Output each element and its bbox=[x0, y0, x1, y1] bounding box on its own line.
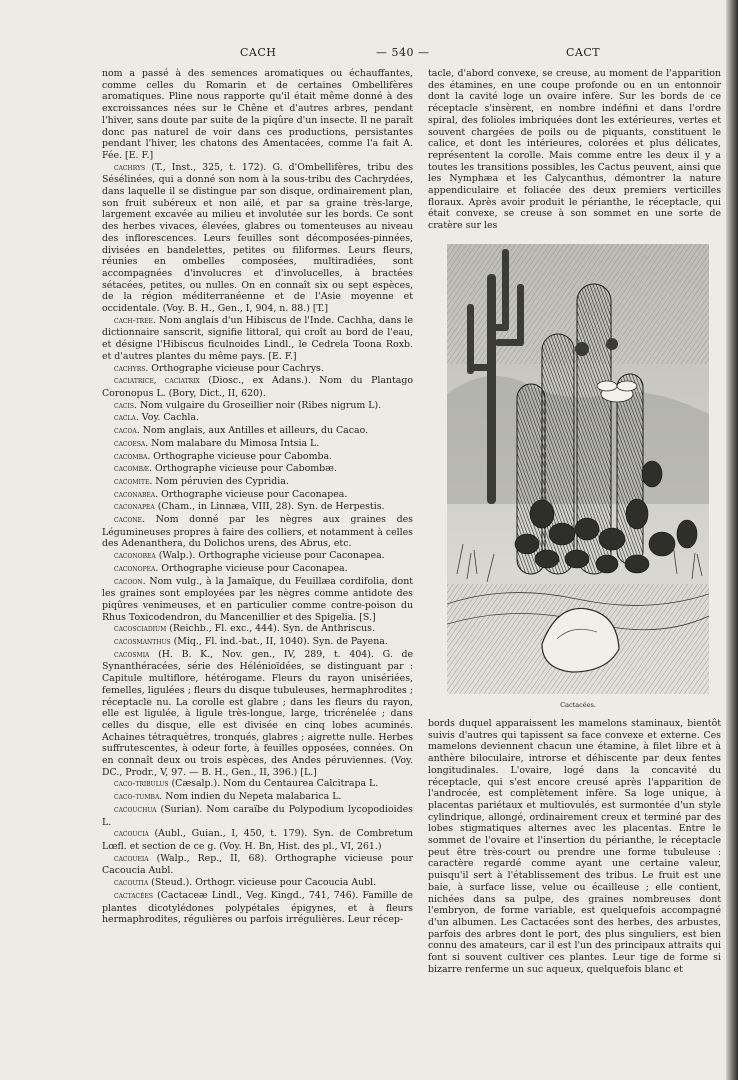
entry-headword: cacosmia bbox=[114, 649, 150, 660]
entry-text: (Walp., Rep., II, 68). Orthographe vicieuse pour Cacoucia Aubl. bbox=[102, 852, 413, 877]
entry-text: . Nom anglais d'un Hibiscus de l'Inde. Cachha, dans le dictionnaire sanscrit, signifie littoral, qui croît au bord de l'eau, et désigne l'Hibiscus ficulnoides Lindl., le Cedrela Toona Roxb. et d'autres plantes du même pays. [E. F.] bbox=[102, 314, 413, 362]
entry-headword: caconobea bbox=[114, 551, 156, 562]
dictionary-entry bbox=[102, 68, 413, 162]
entry-text: (H. B. K., Nov. gen., IV, 289, t. 404). G. de Synanthéracées, série des Hélénioïdées, se distinguant par : Capitule multiflore, hétérogame. Fleurs du rayon unisériées, femelles, ligulées ; fleurs du disque tubuleuses, hermaphrodites ; réceptacle nu. La corolle est glabre ; dans les fleurs du rayon, elle est ligulée, à ligule très-longue, large, tricrénelée ; dans celles du disque, elle est divisée en cinq lobes acuminés. Achaines tétraquètres, tronqués, glabres ; aigrette nulle. Herbes suffrutescentes, à odeur forte, à feuilles opposées, connées. On en connaît deux ou trois espèces, des Andes péruviennes. (Voy. DC., Prodr., V, 97. — B. H., Gen., II, 396.) [L.] bbox=[102, 648, 413, 778]
entry-text: nom a passé à des semences aromatiques ou échauffantes, comme celles du Romarin et de certaines Ombellifères aromatiques. Pline nous rapporte qu'il était même donné à des excroissances nées sur le Chêne et d'autres arbres, pendant l'hiver, sans doute par suite de la piqûre d'un insecte. Il ne paraît donc pas naturel de voir dans ces productions, persistantes pendant l'hiver, les chatons des Amentacées, comme l'a fait A. Fée. [E. F.] bbox=[102, 68, 413, 161]
entry-headword: cacomite bbox=[114, 476, 150, 487]
left-column bbox=[102, 68, 413, 1068]
entry-text: . Nom indien du Nepeta malabarica L. bbox=[159, 791, 342, 803]
entry-headword: cacouchua bbox=[114, 804, 157, 815]
dictionary-entry bbox=[102, 563, 413, 576]
dictionary-entry bbox=[102, 375, 413, 399]
entry-headword: cacomba bbox=[114, 451, 148, 462]
entry-headword: cacoesa bbox=[114, 438, 146, 449]
entry-headword: caconopea bbox=[114, 563, 156, 574]
entry-headword: cactacées bbox=[114, 890, 153, 901]
cactus-illustration bbox=[447, 244, 709, 694]
page-number: — 540 — bbox=[376, 46, 430, 59]
dictionary-entry bbox=[102, 828, 413, 852]
entry-headword: caco-tumba bbox=[114, 792, 160, 803]
dictionary-entry bbox=[102, 489, 413, 502]
dictionary-entry bbox=[102, 550, 413, 563]
entry-text: . Nom malabare du Mimosa Intsia L. bbox=[145, 437, 320, 449]
dictionary-entry bbox=[102, 400, 413, 413]
header-right-guideword: CACT bbox=[566, 46, 601, 59]
entry-headword: caciatrice, caciatrix bbox=[114, 376, 200, 387]
entry-text: (Steud.). Orthogr. vicieuse pour Cacoucia Aubl. bbox=[148, 877, 377, 889]
entry-text: . Orthographe vicieuse pour Cachrys. bbox=[145, 362, 324, 374]
entry-text: (Reichb., Fl. exc., 444). Syn. de Anthriscus. bbox=[166, 623, 375, 635]
dictionary-entry bbox=[102, 425, 413, 438]
entry-headword: cacoutia bbox=[114, 878, 149, 889]
entry-text: . Nom péruvien des Cypridia. bbox=[149, 475, 289, 487]
dictionary-entry bbox=[102, 315, 413, 363]
right-column-top bbox=[428, 68, 721, 232]
dictionary-entry bbox=[102, 162, 413, 315]
entry-text: (Cæsalp.). Nom du Centaurea Calcitrapa L. bbox=[168, 778, 379, 790]
dictionary-entry bbox=[102, 463, 413, 476]
entry-text: . Nom vulg., à la Jamaïque, du Feuillæa cordifolia, dont les graines sont employées par les nègres comme antidote des piqûres venimeuses, et en particulier comme contre-poison du Rhus Toxicodendron, du Mancenillier et des Spigelia. [S.] bbox=[102, 575, 413, 623]
entry-text: (Aubl., Guian., I, 450, t. 179). Syn. de Combretum Lœfl. et section de ce g. (Voy. H. Bn, Hist. des pl., VI, 261.) bbox=[102, 828, 413, 852]
entry-headword: cachyrs bbox=[114, 363, 146, 374]
dictionary-entry bbox=[102, 877, 413, 890]
dictionary-entry bbox=[102, 514, 413, 550]
entry-headword: cacoon bbox=[114, 576, 143, 587]
dictionary-entry bbox=[102, 576, 413, 624]
entry-headword: cacone bbox=[114, 515, 143, 526]
entry-text: . Orthographe vicieuse pour Cabombæ. bbox=[149, 463, 337, 475]
dictionary-entry bbox=[102, 791, 413, 804]
entry-text: (Cactaceæ Lindl., Veg. Kingd., 741, 746). Famille de plantes dicotylédones polypétales épigynes, et à fleurs hermaphrodites, régulières ou parfois irrégulières. Leur récep- bbox=[102, 889, 413, 926]
entry-headword: cachrys bbox=[114, 162, 146, 173]
figure-caption: Cactacées. bbox=[560, 701, 596, 709]
dictionary-entry bbox=[102, 890, 413, 926]
entry-text: . Orthographe vicieuse pour Caconapea. bbox=[155, 488, 348, 500]
right-column-top-text: tacle, d'abord convexe, se creuse, au moment de l'apparition des étamines, en une coupe profonde ou en un entonnoir dont la cavité loge un ovaire infère. Sur les bords de ce réceptacle s'insèrent, en nombre indéfini et dans l'ordre spiral, des folioles imbriquées dont les extérieures, vertes et souvent chargées de poils ou de piquants, constituent le calice, et dont les intérieures, colorées et plus délicates, représentent la corolle. Mais comme entre les deux il y a toutes les transitions possibles, les Cactus peuvent, ainsi que les Nymphæa et les Calycanthus, démontrer la nature appendiculaire et foliacée des deux premiers verticilles floraux. Après avoir produit le périanthe, le réceptacle, qui était convexe, se creuse à son sommet en une sorte de cratère sur les bbox=[428, 68, 721, 232]
dictionary-entry bbox=[102, 412, 413, 425]
dictionary-entry bbox=[102, 623, 413, 636]
entry-text: . Voy. Cachla. bbox=[135, 412, 199, 424]
dictionary-entry bbox=[102, 501, 413, 514]
entry-text: . Nom vulgaire du Groseillier noir (Ribes nigrum L). bbox=[134, 399, 382, 411]
dictionary-entry bbox=[102, 649, 413, 779]
dictionary-entry bbox=[102, 778, 413, 791]
entry-headword: cacosciadium bbox=[114, 624, 167, 635]
entry-text: . Nom anglais, aux Antilles et ailleurs, du Cacao. bbox=[136, 425, 369, 437]
entry-headword: cacis bbox=[114, 400, 134, 411]
dictionary-entry bbox=[102, 451, 413, 464]
entry-text: (Walp.). Orthographe vicieuse pour Caconapea. bbox=[155, 550, 385, 562]
entry-text: (Surian). Nom caraïbe du Polypodium lycopodioides L. bbox=[102, 803, 413, 828]
entry-text: . Nom donné par les nègres aux graines des Légumineuses propres à faire des colliers, et notamment à celles des Adenanthera, du Dolichos urens, des Abrus, etc. bbox=[102, 514, 413, 550]
dictionary-entry bbox=[102, 636, 413, 649]
entry-text: (Miq., Fl. ind.-bat., II, 1040). Syn. de Payena. bbox=[170, 636, 388, 648]
dictionary-entry bbox=[102, 438, 413, 451]
entry-text: . Orthographe vicieuse pour Caconapea. bbox=[155, 562, 348, 574]
entry-text: (Diosc., ex Adans.). Nom du Plantago Coronopus L. (Bory, Dict., II, 620). bbox=[102, 375, 413, 399]
dictionary-entry bbox=[102, 804, 413, 828]
entry-headword: cacoa bbox=[114, 426, 137, 437]
dictionary-entry bbox=[102, 853, 413, 877]
right-column-bottom bbox=[428, 718, 721, 1073]
entry-headword: cacombæ bbox=[114, 464, 149, 475]
dictionary-entry bbox=[102, 476, 413, 489]
right-column-bottom-text: bords duquel apparaissent les mamelons staminaux, bientôt suivis d'autres qui tapissent sa face convexe et externe. Ces mamelons deviennent chacun une étamine, à filet libre et à anthère biloculaire, introrse et déhiscente par deux fentes longitudinales. L'ovaire, logé dans la concavité du réceptacle, qui s'est encore creusé après l'apparition de l'androcée, est complètement infère. Sa loge unique, à placentas pariétaux et multiovulés, est surmontée d'un style cylindrique, allongé, ordinairement creux et terminé par des lobes stigmatiques alternes avec les placentas. Entre le sommet de l'ovaire et l'insertion du périanthe, le réceptacle peut être très-court ou prendre une forme tubuleuse : caractère regardé comme ayant une certaine valeur, puisqu'il sert à l'établissement des tribus. Le fruit est une baie, à surface lisse, velue ou écailleuse ; elle contient, nichées dans sa pulpe, des graines nombreuses dont l'embryon, de forme variable, est quelquefois accompagné d'un albumen. Les Cactacées sont des herbes, des arbustes, parfois des arbres dont le port, des plus singuliers, est bien connu des amateurs, car il est l'un des principaux attraits qui font si souvent cultiver ces plantes. Leur tige de forme si bizarre renferme un suc aqueux, quelquefois blanc et bbox=[428, 718, 721, 975]
entry-text: (T., Inst., 325, t. 172). G. d'Ombellifères, tribu des Sésélinées, qui a donné son nom à la sous-tribu des Cachrydées, dans laquelle il se distingue par son disque, ordinairement plan, son fruit subéreux et non ailé, et par sa graine très-large, largement excavée au milieu et involutée sur les bords. Ce sont des herbes vivaces, élevées, glabres ou tomenteuses au niveau des inflorescences. Leurs feuilles sont décomposées-pinnées, divisées en bandelettes, petites ou filiformes. Leurs fleurs, réunies en ombelles composées, multiradiées, sont accompagnées d'involucres et d'involucelles, à bractées sétacées, petites, ou nulles. On en connaît six ou sept espèces, de la région méditerranéenne et de l'Asie moyenne et occidentale. (Voy. B. H., Gen., I, 904, n. 88.) [T.] bbox=[102, 161, 413, 315]
page-spine-shadow bbox=[726, 0, 738, 1080]
header-left-guideword: CACH bbox=[240, 46, 277, 59]
dictionary-entry bbox=[102, 363, 413, 376]
entry-text: (Cham., in Linnæa, VIII, 28). Syn. de Herpestis. bbox=[154, 501, 385, 513]
entry-headword: cacosmanthus bbox=[114, 637, 171, 648]
entry-headword: caco-tribulus bbox=[114, 779, 169, 790]
entry-text: . Orthographe vicieuse pour Cabomba. bbox=[147, 450, 333, 462]
entry-headword: caconapea bbox=[114, 502, 155, 513]
entry-headword: cacla bbox=[114, 413, 136, 424]
entry-headword: caconabea bbox=[114, 489, 156, 500]
entry-headword: cach-tree bbox=[114, 315, 153, 326]
entry-headword: cacoueia bbox=[114, 853, 149, 864]
cactus-engraving bbox=[447, 244, 709, 694]
entry-headword: cacoucia bbox=[114, 829, 149, 840]
